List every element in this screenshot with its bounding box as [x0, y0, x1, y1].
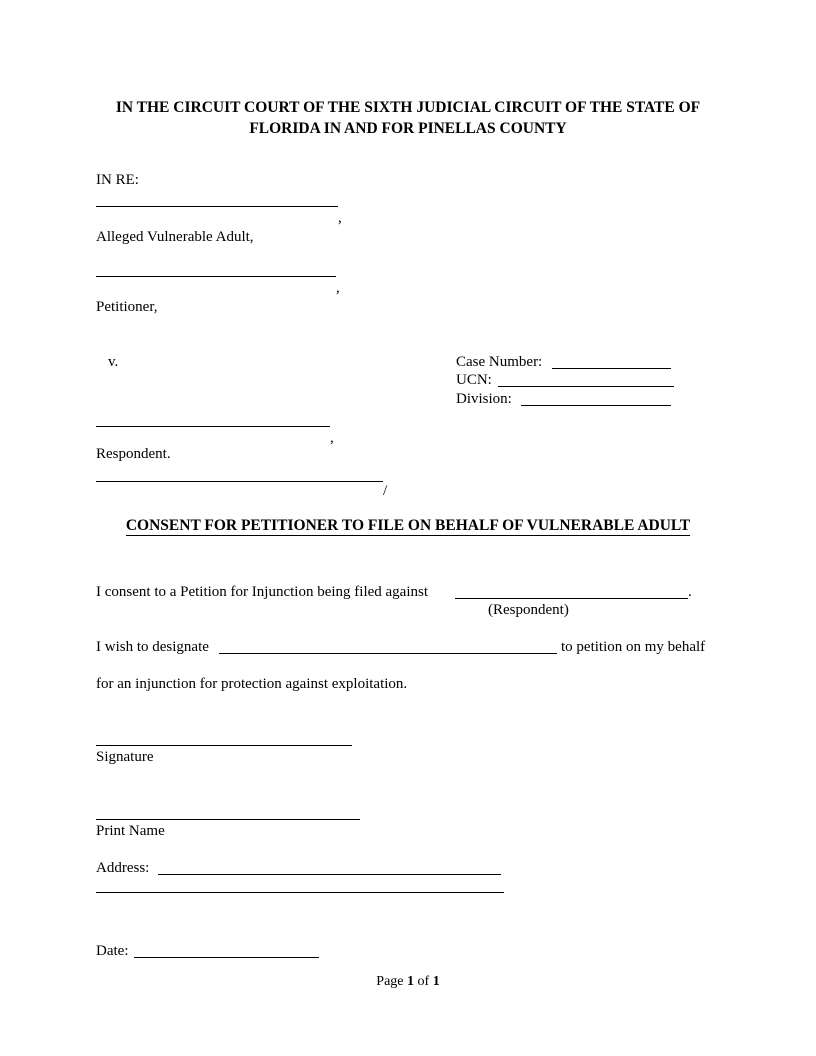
vulnerable-adult-comma: ,: [338, 210, 342, 226]
caption-closing-line: [96, 481, 383, 482]
consent-period: .: [688, 584, 692, 600]
signature-field[interactable]: [96, 745, 352, 746]
versus-label: v.: [108, 354, 119, 370]
designate-suffix: to petition on my behalf: [561, 639, 706, 655]
court-heading-line1: IN THE CIRCUIT COURT OF THE SIXTH JUDICIAL CIRCUIT OF THE STATE OF: [115, 99, 701, 116]
ucn-label: UCN:: [456, 372, 492, 388]
address-line2-field[interactable]: [96, 892, 504, 893]
date-label: Date:: [96, 943, 129, 959]
respondent-label: Respondent.: [96, 446, 171, 462]
case-number-label: Case Number:: [456, 354, 543, 370]
in-re-label: IN RE:: [96, 172, 139, 188]
consent-text: I consent to a Petition for Injunction being filed against: [96, 584, 429, 600]
case-number-field[interactable]: [552, 353, 671, 369]
footer-page-word: Page: [376, 974, 404, 989]
respondent-name-field[interactable]: [96, 426, 330, 427]
page-footer: [0, 974, 816, 990]
footer-of-word: of: [417, 974, 430, 989]
address-line1-field[interactable]: [158, 859, 501, 875]
court-heading: [96, 97, 720, 139]
caption-closing-slash: /: [383, 483, 388, 499]
signature-label: Signature: [96, 749, 154, 765]
petitioner-name-field[interactable]: [96, 276, 336, 277]
ucn-field[interactable]: [498, 371, 674, 387]
vulnerable-adult-name-field[interactable]: [96, 206, 338, 207]
address-label: Address:: [96, 860, 150, 876]
respondent-caption: (Respondent): [488, 602, 569, 618]
footer-total-pages: 1: [432, 974, 440, 989]
date-field[interactable]: [134, 942, 319, 958]
footer-current-page: 1: [407, 974, 415, 989]
designee-field[interactable]: [219, 638, 557, 654]
division-field[interactable]: [521, 390, 671, 406]
designate-prefix: I wish to designate: [96, 639, 209, 655]
alleged-vulnerable-adult-label: Alleged Vulnerable Adult,: [96, 229, 254, 245]
document-title-text: CONSENT FOR PETITIONER TO FILE ON BEHALF OF VULNERABLE ADULT: [125, 517, 691, 534]
court-heading-line2: FLORIDA IN AND FOR PINELLAS COUNTY: [249, 120, 567, 137]
petitioner-label: Petitioner,: [96, 299, 158, 315]
document-title: [96, 517, 720, 535]
print-name-field[interactable]: [96, 819, 360, 820]
injunction-text: for an injunction for protection against exploitation.: [96, 676, 408, 692]
respondent-comma: ,: [330, 430, 334, 446]
petitioner-comma: ,: [336, 280, 340, 296]
respondent-against-field[interactable]: [455, 583, 688, 599]
print-name-label: Print Name: [96, 823, 165, 839]
division-label: Division:: [456, 391, 512, 407]
